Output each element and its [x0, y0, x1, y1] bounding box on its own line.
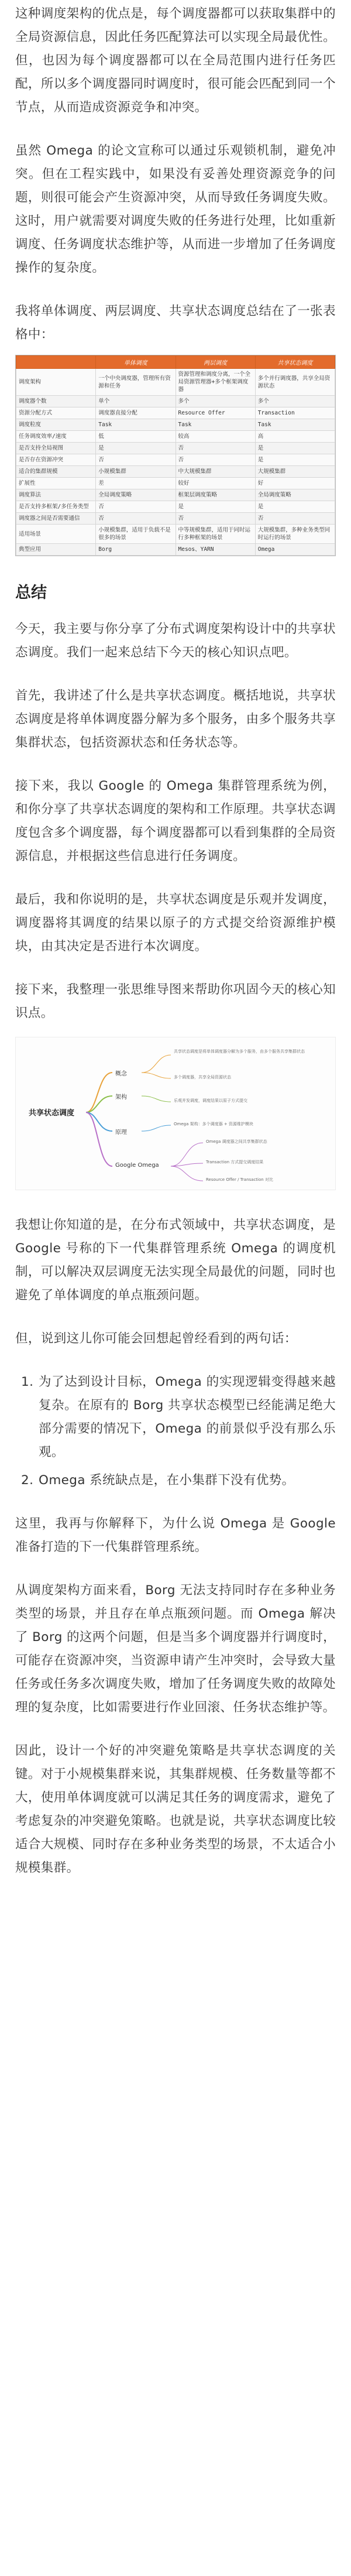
table-row — [16, 369, 335, 396]
table-row — [16, 525, 335, 544]
table-cell: Borg — [96, 544, 176, 556]
table-cell: Omega — [255, 544, 335, 556]
list-item-text: Omega 系统缺点是，在小集群下没有优势。 — [39, 1473, 295, 1488]
table-header-cell: 单体调度 — [96, 356, 176, 369]
table-cell: 是 — [96, 443, 176, 454]
paragraph: 接下来，我以 Google 的 Omega 集群管理系统为例，和你分享了共享状态调度的架构和工作原理。共享状态调度包含多个调度器，每个调度器都可以看到集群的全局资源信息，并根据这些信息进行任务调度。 — [15, 779, 336, 864]
mind-map-leaf: 共享状态调度是将单体调度器分解为多个服务，由多个服务共享集群状态 — [174, 1049, 305, 1054]
table-cell: 否 — [255, 513, 335, 525]
list-item-number: 1. — [21, 1375, 34, 1389]
section-title: 总结 — [15, 584, 47, 602]
table-cell: 大规模集群 — [255, 466, 335, 478]
table-cell: 小规模集群 — [96, 466, 176, 478]
table-cell: 适用场景 — [16, 525, 96, 544]
table-cell: 适合的集群规模 — [16, 466, 96, 478]
table-cell: 调度粒度 — [16, 419, 96, 431]
table-row — [16, 478, 335, 489]
table-cell: 是否支持全局视图 — [16, 443, 96, 454]
table-row — [16, 419, 335, 431]
paragraph: 接下来，我整理一张思维导图来帮助你巩固今天的核心知识点。 — [15, 982, 336, 1020]
table-cell: 否 — [176, 443, 255, 454]
mind-map-branch: 架构 — [115, 1094, 127, 1101]
table-cell: Mesos、YARN — [176, 544, 255, 556]
list-item-text: 为了达到设计目标，Omega 的实现逻辑变得越来越复杂。在原有的 Borg 共享状态模型已经能满足绝大部分需要的情况下，Omega 的前景似乎没有那么乐观。 — [39, 1375, 336, 1460]
table-cell: 否 — [96, 501, 176, 513]
paragraph: 最后，我和你说明的是，共享状态调度是乐观并发调度，调度器将其调度的结果以原子的方式提交给资源维护模块，由其决定是否进行本次调度。 — [15, 892, 336, 954]
paragraph: 从调度架构方面来看，Borg 无法支持同时存在多种业务类型的场景，并且存在单点瓶颈问题。而 Omega 解决了 Borg 的这两个问题，但是当多个调度器并行调度时，可能存在资源冲突，当资源申请产生冲突时，会导致大量任务或任务多次调度失败，增加了任务调度失败的故障处理的复杂度，比如需要进行作业回滚、任务状态维护等。 — [15, 1583, 336, 1715]
paragraph: 我将单体调度、两层调度、共享状态调度总结在了一张表格中： — [15, 304, 336, 342]
mind-map-leaf: Omega 架构：多个调度器 + 资源维护模块 — [174, 1122, 253, 1126]
mind-map-branch: 概念 — [115, 1071, 127, 1077]
table-cell: 框架层调度策略 — [176, 489, 255, 501]
table-cell: 是否支持多框架/多任务类型 — [16, 501, 96, 513]
table-cell: 多个 — [255, 396, 335, 407]
table-cell: 资源分配方式 — [16, 407, 96, 419]
table-row — [16, 443, 335, 454]
table-cell: 调度器之间是否需要通信 — [16, 513, 96, 525]
table-cell: 较好 — [176, 478, 255, 489]
table-cell: 调度架构 — [16, 369, 96, 396]
table-row — [16, 466, 335, 478]
table-cell: Task — [96, 419, 176, 431]
table-cell: 是否存在资源冲突 — [16, 454, 96, 466]
table-cell: 单个 — [96, 396, 176, 407]
table-header-row — [16, 356, 335, 369]
paragraph: 这里，我再与你解释下，为什么说 Omega 是 Google 准备打造的下一代集群管理系统。 — [15, 1516, 336, 1554]
table-cell: 调度算法 — [16, 489, 96, 501]
paragraph: 首先，我讲述了什么是共享状态调度。概括地说，共享状态调度是将单体调度器分解为多个服务，由多个服务共享集群状态，包括资源状态和任务状态等。 — [15, 688, 336, 750]
mind-map-leaf: 乐观并发调度，调度结果以原子方式提交 — [174, 1098, 247, 1103]
table-cell: 差 — [96, 478, 176, 489]
table-cell: Transaction — [255, 407, 335, 419]
table-cell: 全局调度策略 — [96, 489, 176, 501]
table-cell: 高 — [255, 431, 335, 443]
table-cell: 一个中央调度器，管理所有资源和任务 — [96, 369, 176, 396]
table-row — [16, 407, 335, 419]
table-cell: 较高 — [176, 431, 255, 443]
table-cell: 是 — [255, 501, 335, 513]
table-cell: 全局调度策略 — [255, 489, 335, 501]
mind-map-branch: 原理 — [115, 1129, 127, 1136]
comparison-table — [15, 355, 336, 556]
paragraph: 我想让你知道的是，在分布式领域中，共享状态调度，是 Google 号称的下一代集群管理系统 Omega 的调度机制，可以解决双层调度无法实现全局最优的问题，同时也避免了单体调度的单点瓶颈问题。 — [15, 1218, 336, 1303]
table-cell: 多个 — [176, 396, 255, 407]
table-cell: 是 — [176, 501, 255, 513]
table-cell: 好 — [255, 478, 335, 489]
table-row — [16, 454, 335, 466]
mind-map-branch: Google Omega — [115, 1162, 159, 1169]
table-row — [16, 501, 335, 513]
table-cell: 小规模集群，适用于负载不是很多的场景 — [96, 525, 176, 544]
table-cell: 调度器直接分配 — [96, 407, 176, 419]
paragraph: 今天，我主要与你分享了分布式调度架构设计中的共享状态调度。我们一起来总结下今天的核心知识点吧。 — [15, 622, 336, 660]
table-cell: 否 — [96, 454, 176, 466]
table-cell: 低 — [96, 431, 176, 443]
mind-map-leaf: Omega 调度器之间共享集群状态 — [206, 1139, 267, 1144]
mind-map-leaf: Resource Offer / Transaction 对比 — [206, 1177, 273, 1182]
table-cell: 否 — [176, 454, 255, 466]
table-row — [16, 431, 335, 443]
table-cell: 否 — [176, 513, 255, 525]
table-header-cell: 共享状态调度 — [255, 356, 335, 369]
paragraph: 虽然 Omega 的论文宣称可以通过乐观锁机制，避免冲突。但在工程实践中，如果没有妥善处理资源竞争的问题，则很可能会产生资源冲突，从而导致任务调度失败。这时，用户就需要对调度失败的任务进行处理，比如重新调度、任务调度状态维护等，从而进一步增加了任务调度操作的复杂度。 — [15, 143, 336, 275]
table-cell: 调度器个数 — [16, 396, 96, 407]
table-cell: 任务调度效率/速度 — [16, 431, 96, 443]
table-header-cell — [16, 356, 96, 369]
mind-map-leaf: 多个调度器，共享全局资源状态 — [174, 1075, 231, 1080]
list-item — [15, 1469, 336, 1492]
table-cell: 多个并行调度器，共享全局资源状态 — [255, 369, 335, 396]
table-cell: 扩展性 — [16, 478, 96, 489]
table-cell: Task — [176, 419, 255, 431]
table-row — [16, 396, 335, 407]
table-cell: 是 — [255, 443, 335, 454]
mind-map-root: 共享状态调度 — [29, 1109, 75, 1118]
table-row — [16, 513, 335, 525]
table-row — [16, 489, 335, 501]
table-cell: 资源管理和调度分离，一个全局资源管理器+多个框架调度器 — [176, 369, 255, 396]
paragraph: 因此，设计一个好的冲突避免策略是共享状态调度的关键。对于小规模集群来说，其集群规模、任务数量等都不大，使用单体调度就可以满足其任务的调度需求，避免了考虑复杂的冲突避免策略。也就是说，共享状态调度比较适合大规模、同时存在多种业务类型的场景，不太适合小规模集群。 — [15, 1743, 336, 1875]
table-cell: 是 — [255, 454, 335, 466]
table-cell: 中大规模集群 — [176, 466, 255, 478]
list-item-number: 2. — [21, 1473, 34, 1488]
paragraph: 但，说到这儿你可能会回想起曾经看到的两句话： — [15, 1331, 297, 1346]
table-row — [16, 544, 335, 556]
table-header-cell: 两层调度 — [176, 356, 255, 369]
list-item — [15, 1371, 336, 1464]
table-cell: 中等规模集群，适用于同时运行多种框架的场景 — [176, 525, 255, 544]
table-cell: Resource Offer — [176, 407, 255, 419]
numbered-list — [15, 1371, 336, 1492]
mind-map — [15, 1037, 336, 1190]
table-cell: 典型应用 — [16, 544, 96, 556]
table-cell: Task — [255, 419, 335, 431]
mind-map-leaf: Transaction 方式提交调度结果 — [206, 1160, 264, 1164]
paragraph: 这种调度架构的优点是，每个调度器都可以获取集群中的全局资源信息，因此任务匹配算法可以实现全局最优性。但，也因为每个调度器都可以在全局范围内进行任务匹配，所以多个调度器同时调度时，很可能会匹配到同一个节点，从而造成资源竞争和冲突。 — [15, 6, 336, 115]
table-cell: 大规模集群，多种业务类型同时运行的场景 — [255, 525, 335, 544]
table-cell: 否 — [96, 513, 176, 525]
